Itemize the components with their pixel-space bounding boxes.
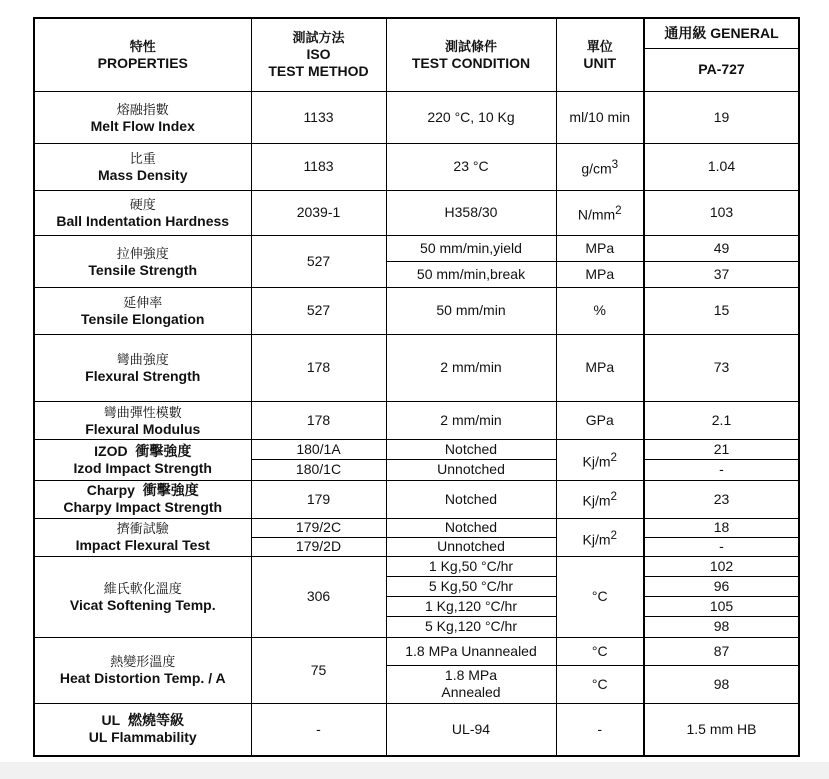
value-cell: - bbox=[644, 537, 799, 556]
value-cell: 21 bbox=[644, 440, 799, 460]
condition-line-2: Annealed bbox=[441, 684, 501, 701]
property-en: Flexural Modulus bbox=[85, 420, 201, 437]
property-cell bbox=[34, 703, 251, 756]
property-en: Heat Distortion Temp. / A bbox=[59, 670, 226, 687]
value-cell: 102 bbox=[644, 557, 799, 577]
property-cn: 硬度 bbox=[129, 196, 156, 212]
property-en: Mass Density bbox=[98, 166, 188, 183]
method-cell: 1133 bbox=[251, 91, 386, 143]
method-cell: 1183 bbox=[251, 144, 386, 190]
condition-cell: 1 Kg,50 °C/hr bbox=[386, 557, 556, 577]
value-cell: 2.1 bbox=[644, 402, 799, 440]
property-cell bbox=[34, 402, 251, 440]
property-prefix: UL bbox=[101, 712, 121, 729]
property-cell bbox=[34, 235, 251, 287]
value-cell: 23 bbox=[644, 480, 799, 518]
value-cell: - bbox=[644, 460, 799, 480]
value-cell: 98 bbox=[644, 665, 799, 703]
condition-cell: H358/30 bbox=[386, 190, 556, 235]
unit-base: Kj/m bbox=[582, 453, 611, 470]
unit-base: Kj/m bbox=[582, 531, 611, 548]
property-cn-inline: 衝擊強度 bbox=[142, 482, 199, 499]
value-cell: 87 bbox=[644, 637, 799, 665]
property-en: Vicat Softening Temp. bbox=[69, 596, 216, 613]
condition-cell: 2 mm/min bbox=[386, 334, 556, 401]
unit-base: N/mm bbox=[577, 206, 616, 223]
condition-cell: 23 °C bbox=[386, 144, 556, 190]
header-method bbox=[251, 18, 386, 91]
value-cell: 73 bbox=[644, 334, 799, 401]
value-cell: 19 bbox=[644, 91, 799, 143]
property-en: Tensile Strength bbox=[88, 261, 198, 278]
value-cell: 49 bbox=[644, 235, 799, 261]
value-cell: 103 bbox=[644, 190, 799, 235]
unit-cell: MPa bbox=[556, 262, 644, 288]
method-cell: 178 bbox=[251, 334, 386, 401]
unit-cell bbox=[556, 480, 644, 518]
value-cell: 18 bbox=[644, 518, 799, 537]
property-en: Izod Impact Strength bbox=[73, 459, 212, 476]
unit-cell: °C bbox=[556, 665, 644, 703]
method-cell: 180/1C bbox=[251, 460, 386, 480]
condition-cell: 50 mm/min,break bbox=[386, 262, 556, 288]
property-cell bbox=[34, 190, 251, 235]
header-unit bbox=[556, 18, 644, 91]
table-row bbox=[34, 480, 799, 518]
unit-cell: MPa bbox=[556, 235, 644, 261]
condition-cell: 1 Kg,120 °C/hr bbox=[386, 597, 556, 617]
method-cell: 179/2D bbox=[251, 537, 386, 556]
property-cell bbox=[34, 144, 251, 190]
header-grade: PA-727 bbox=[644, 48, 799, 91]
unit-cell bbox=[556, 518, 644, 556]
property-cn: 熱變形溫度 bbox=[110, 654, 176, 670]
condition-cell: 50 mm/min,yield bbox=[386, 235, 556, 261]
header-general: 通用級 GENERAL bbox=[644, 18, 799, 48]
unit-base: g/cm bbox=[581, 160, 612, 177]
unit-sup: 2 bbox=[615, 203, 622, 217]
value-cell: 15 bbox=[644, 288, 799, 334]
property-cn: 彎曲彈性模數 bbox=[103, 404, 182, 420]
condition-cell: Notched bbox=[386, 440, 556, 460]
unit-cell: % bbox=[556, 288, 644, 334]
unit-cell: MPa bbox=[556, 334, 644, 401]
property-en: Melt Flow Index bbox=[90, 117, 195, 134]
method-cell: 2039-1 bbox=[251, 190, 386, 235]
unit-cell: ml/10 min bbox=[556, 91, 644, 143]
method-cell: 75 bbox=[251, 637, 386, 703]
unit-base: Kj/m bbox=[582, 493, 611, 509]
condition-cell: 5 Kg,50 °C/hr bbox=[386, 577, 556, 597]
property-en: Ball Indentation Hardness bbox=[56, 212, 230, 229]
properties-table bbox=[33, 17, 800, 757]
value-cell: 98 bbox=[644, 617, 799, 637]
condition-cell: 5 Kg,120 °C/hr bbox=[386, 617, 556, 637]
unit-cell: - bbox=[556, 703, 644, 756]
table-row bbox=[34, 637, 799, 665]
condition-cell: 2 mm/min bbox=[386, 402, 556, 440]
condition-cell: Notched bbox=[386, 480, 556, 518]
header-properties-en: PROPERTIES bbox=[97, 54, 188, 71]
header-method-cn: 測試方法 bbox=[292, 30, 345, 46]
property-cn bbox=[38, 443, 248, 460]
unit-cell bbox=[556, 190, 644, 235]
header-unit-cn: 單位 bbox=[586, 38, 613, 54]
property-cell bbox=[34, 440, 251, 480]
property-cn bbox=[38, 482, 248, 499]
value-cell: 1.5 mm HB bbox=[644, 703, 799, 756]
method-cell: 527 bbox=[251, 235, 386, 287]
table-row bbox=[34, 144, 799, 190]
property-en: UL Flammability bbox=[88, 729, 197, 746]
header-unit-en: UNIT bbox=[583, 54, 617, 71]
property-cell bbox=[34, 91, 251, 143]
property-cell bbox=[34, 288, 251, 334]
condition-cell: 50 mm/min bbox=[386, 288, 556, 334]
table-row bbox=[34, 440, 799, 460]
header-condition-en: TEST CONDITION bbox=[411, 54, 531, 71]
property-cn: 延伸率 bbox=[123, 294, 163, 310]
method-cell: 179/2C bbox=[251, 518, 386, 537]
value-cell: 37 bbox=[644, 262, 799, 288]
property-cn bbox=[38, 712, 248, 729]
unit-cell bbox=[556, 440, 644, 480]
header-properties bbox=[34, 18, 251, 91]
header-properties-cn: 特性 bbox=[129, 38, 156, 54]
table-row bbox=[34, 91, 799, 143]
value-cell: 1.04 bbox=[644, 144, 799, 190]
condition-cell: Unnotched bbox=[386, 460, 556, 480]
method-cell: 178 bbox=[251, 402, 386, 440]
property-cn: 拉伸強度 bbox=[116, 245, 169, 261]
unit-sup: 2 bbox=[610, 451, 617, 465]
unit-cell: GPa bbox=[556, 402, 644, 440]
method-cell: 306 bbox=[251, 557, 386, 638]
header-row bbox=[34, 18, 799, 48]
property-cn-inline: 燃燒等級 bbox=[127, 712, 184, 729]
property-prefix: Charpy bbox=[86, 482, 135, 499]
table-row bbox=[34, 190, 799, 235]
table-row bbox=[34, 334, 799, 401]
table-row bbox=[34, 518, 799, 537]
value-cell: 96 bbox=[644, 577, 799, 597]
property-cn: 熔融指數 bbox=[116, 101, 169, 117]
property-cn: 比重 bbox=[129, 150, 156, 166]
condition-cell: 220 °C, 10 Kg bbox=[386, 91, 556, 143]
header-method-en1: ISO bbox=[306, 46, 331, 63]
property-en: Flexural Strength bbox=[85, 367, 201, 384]
condition-cell: Notched bbox=[386, 518, 556, 537]
property-cn: 維氏軟化溫度 bbox=[103, 580, 182, 596]
condition-cell: Unnotched bbox=[386, 537, 556, 556]
method-cell: - bbox=[251, 703, 386, 756]
condition-cell bbox=[386, 665, 556, 703]
property-cell bbox=[34, 480, 251, 518]
property-en: Impact Flexural Test bbox=[75, 537, 210, 554]
unit-sup: 2 bbox=[610, 528, 617, 542]
property-cn: 擠衝試驗 bbox=[116, 521, 169, 537]
header-condition bbox=[386, 18, 556, 91]
header-method-en2: TEST METHOD bbox=[268, 63, 369, 80]
property-cell bbox=[34, 334, 251, 401]
property-prefix: IZOD bbox=[94, 442, 128, 459]
condition-line-1: 1.8 MPa bbox=[444, 667, 498, 684]
unit-sup: 3 bbox=[611, 158, 619, 172]
method-cell: 179 bbox=[251, 480, 386, 518]
table-row bbox=[34, 557, 799, 577]
property-cell bbox=[34, 518, 251, 556]
unit-cell: °C bbox=[556, 557, 644, 638]
method-cell: 527 bbox=[251, 288, 386, 334]
header-condition-cn: 測試條件 bbox=[444, 38, 497, 54]
unit-cell: °C bbox=[556, 637, 644, 665]
condition-cell: 1.8 MPa Unannealed bbox=[386, 637, 556, 665]
method-cell: 180/1A bbox=[251, 440, 386, 460]
unit-cell bbox=[556, 144, 644, 190]
property-en: Tensile Elongation bbox=[81, 310, 205, 327]
condition-cell: UL-94 bbox=[386, 703, 556, 756]
table-row bbox=[34, 703, 799, 756]
bottom-gray-strip bbox=[0, 762, 829, 779]
table-row bbox=[34, 235, 799, 261]
property-cell bbox=[34, 557, 251, 638]
table-row bbox=[34, 288, 799, 334]
property-cn: 彎曲強度 bbox=[116, 351, 169, 367]
property-cell bbox=[34, 637, 251, 703]
value-cell: 105 bbox=[644, 597, 799, 617]
unit-sup: 2 bbox=[610, 490, 617, 504]
property-cn-inline: 衝擊強度 bbox=[135, 442, 192, 459]
property-en: Charpy Impact Strength bbox=[63, 499, 223, 516]
table-row bbox=[34, 402, 799, 440]
